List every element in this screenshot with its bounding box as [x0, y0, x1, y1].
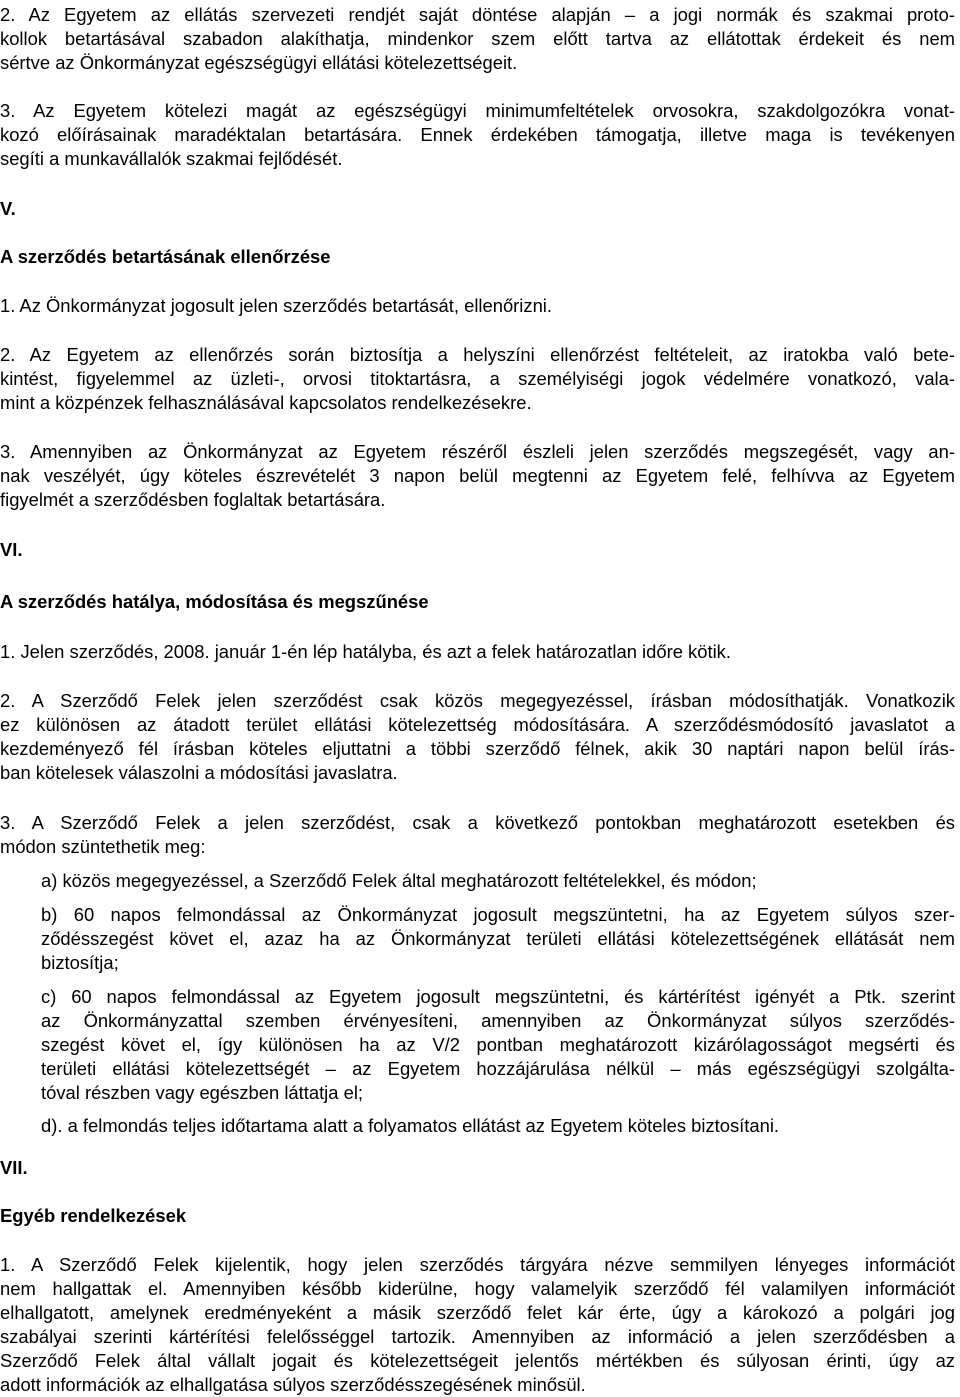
- v-3-line-3: figyelmét a szerződésben foglaltak betartására.: [0, 489, 386, 510]
- v-2-line-3: mint a közpénzek felhasználásával kapcsolatos rendelkezésekre.: [0, 392, 532, 413]
- v-3-line-2: nak veszélyét, úgy köteles észrevételét 3 napon belül megtenni az Egyetem felé, felhívva az Egyetem: [0, 465, 955, 486]
- section-v-number: V.: [0, 198, 16, 219]
- section-vii-number: VII.: [0, 1157, 28, 1178]
- vii-1-line-4: szabályai szerinti kártérítési felelősséggel tartozik. Amennyiben az információ a jelen szerződésben a: [0, 1326, 955, 1347]
- vii-1-line-3: elhallgatott, amelynek eredményeként a másik szerződő felet kár érte, úgy a károkozó a polgári jog: [0, 1302, 955, 1323]
- vi-1: 1. Jelen szerződés, 2008. január 1-én lép hatályba, és azt a felek határozatlan időre kötik.: [0, 641, 731, 662]
- vi-2-line-1: 2. A Szerződő Felek jelen szerződést csak közös megegyezéssel, írásban módosíthatják. Vonatkozik: [0, 690, 955, 711]
- v-3-line-1: 3. Amennyiben az Önkormányzat az Egyetem részéről észleli jelen szerződés megszegését, vagy an-: [0, 441, 955, 462]
- vi-2-line-3: kezdeményező fél írásban köteles eljuttatni a többi szerződő félnek, akik 30 naptári napon belül írás-: [0, 738, 955, 759]
- vi-2-line-2: ez különösen az átadott terület ellátási kötelezettség módosítására. A szerződésmódosító javaslatot a: [0, 714, 955, 735]
- vi-3-item-c-line-2: az Önkormányzattal szemben érvényesíteni, amennyiben az Önkormányzat súlyos szerződés-: [41, 1010, 955, 1031]
- v-2-line-1: 2. Az Egyetem az ellenőrzés során biztosítja a helyszíni ellenőrzést feltételeit, az iratokba való bete-: [0, 344, 955, 365]
- section-v-title: A szerződés betartásának ellenőrzése: [0, 246, 331, 267]
- iv-3-line-2: kozó előírásainak maradéktalan betartására. Ennek érdekében támogatja, illetve maga is tevékenyen: [0, 124, 955, 145]
- section-vii-title: Egyéb rendelkezések: [0, 1205, 187, 1226]
- iv-3-line-1: 3. Az Egyetem kötelezi magát az egészségügyi minimumfeltételek orvosokra, szakdolgozókra vonat-: [0, 100, 955, 121]
- vi-3-item-b-line-1: b) 60 napos felmondással az Önkormányzat jogosult megszüntetni, ha az Egyetem súlyos szer-: [41, 904, 955, 925]
- iv-2-line-1: 2. Az Egyetem az ellátás szervezeti rendjét saját döntése alapján – a jogi normák és szakmai proto-: [0, 4, 955, 25]
- vi-3-item-c-line-3: szegést követ el, így különösen ha az V/2 pontban meghatározott kizárólagosságot megsérti és: [41, 1034, 955, 1055]
- vi-3-line-1: 3. A Szerződő Felek a jelen szerződést, csak a következő pontokban meghatározott esetekben és: [0, 812, 955, 833]
- iv-3-line-3: segíti a munkavállalók szakmai fejlődését.: [0, 148, 343, 169]
- vii-1-line-6: adott információk az elhallgatása súlyos szerződésszegésének minősül.: [0, 1374, 586, 1395]
- vi-3-item-a: a) közös megegyezéssel, a Szerződő Felek által meghatározott feltételekkel, és módon;: [41, 870, 757, 891]
- vii-1-line-5: Szerződő Felek által vállalt jogait és kötelezettségeit jelentős mértékben és súlyosan érinti, úgy az: [0, 1350, 955, 1371]
- iv-2-line-2: kollok betartásával szabadon alakíthatja, mindenkor szem előtt tartva az ellátottak érdekeit és nem: [0, 28, 955, 49]
- section-vi-number: VI.: [0, 539, 23, 560]
- section-vi-title: A szerződés hatálya, módosítása és megszűnése: [0, 591, 429, 612]
- vii-1-line-1: 1. A Szerződő Felek kijelentik, hogy jelen szerződés tárgyára nézve semmilyen lényeges információt: [0, 1254, 955, 1275]
- vi-3-item-c-line-4: területi ellátási kötelezettségét – az Egyetem hozzájárulása nélkül – más egészségügyi szolgálta-: [41, 1058, 955, 1079]
- vi-3-item-b-line-3: biztosítja;: [41, 952, 119, 973]
- vi-2-line-4: ban kötelesek válaszolni a módosítási javaslatra.: [0, 762, 398, 783]
- v-2-line-2: kintést, figyelemmel az üzleti-, orvosi titoktartásra, a személyiségi jogok védelmére vonatkozó, vala-: [0, 368, 955, 389]
- v-1: 1. Az Önkormányzat jogosult jelen szerződés betartását, ellenőrizni.: [0, 295, 553, 316]
- vi-3-item-d: d). a felmondás teljes időtartama alatt a folyamatos ellátást az Egyetem köteles biztosítani.: [41, 1115, 780, 1136]
- iv-2-line-3: sértve az Önkormányzat egészségügyi ellátási kötelezettségeit.: [0, 52, 518, 73]
- vi-3-item-b-line-2: ződésszegést követ el, azaz ha az Önkormányzat területi ellátási kötelezettségének ellátását nem: [41, 928, 955, 949]
- vi-3-line-2: módon szüntethetik meg:: [0, 836, 206, 857]
- vii-1-line-2: nem hallgattak el. Amennyiben később kiderülne, hogy valamelyik szerződő fél valamilyen információt: [0, 1278, 955, 1299]
- vi-3-item-c-line-1: c) 60 napos felmondással az Egyetem jogosult megszüntetni, és kártérítést igényét a Ptk. szerint: [41, 986, 955, 1007]
- vi-3-item-c-line-5: tóval részben vagy egészben láttatja el;: [41, 1082, 364, 1103]
